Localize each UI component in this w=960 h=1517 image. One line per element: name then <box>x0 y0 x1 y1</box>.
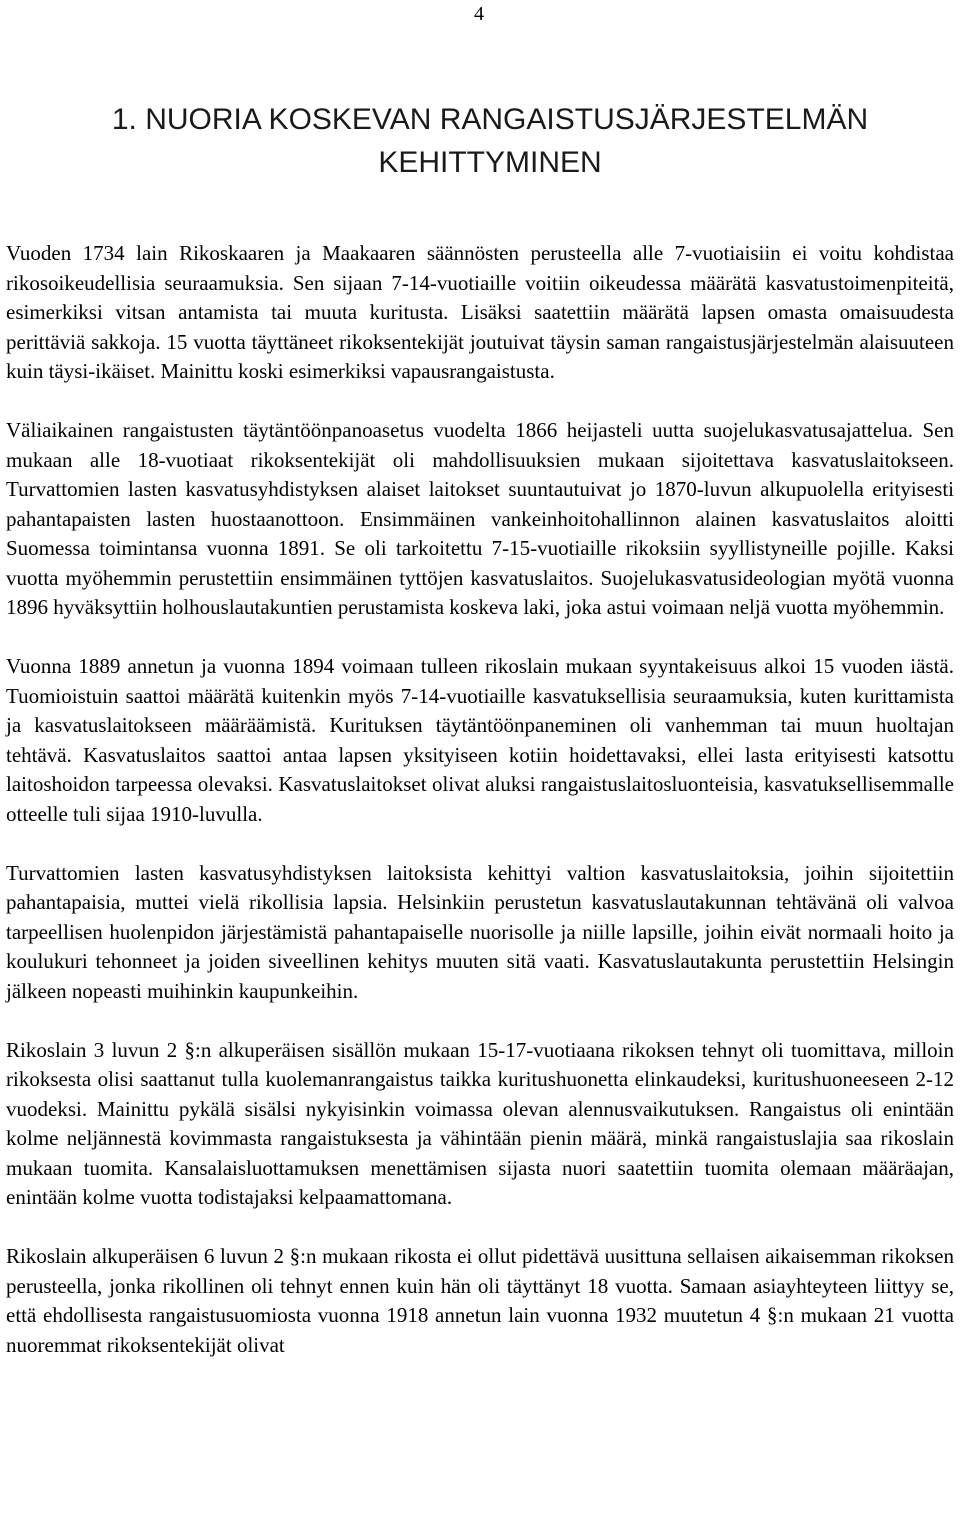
body-text <box>6 239 954 1360</box>
paragraph: Vuoden 1734 lain Rikoskaaren ja Maakaaren säännösten perusteella alle 7-vuotiaisiin ei voitu kohdistaa rikosoikeudellisia seuraamuksia. Sen sijaan 7-14-vuotiaille voitiin oikeudessa määrätä kasvatustoimenpiteitä, esimerkiksi vitsan antamista tai muuta kuritusta. Lisäksi saatettiin määrätä lapsen omasta omaisuudesta perittäviä sakkoja. 15 vuotta täyttäneet rikoksentekijät joutuivat täysin saman rangaistusjärjestelmän alaisuuteen kuin täysi-ikäiset. Mainittu koski esimerkiksi vapausrangaistusta. <box>6 241 954 383</box>
paragraph: Rikoslain 3 luvun 2 §:n alkuperäisen sisällön mukaan 15-17-vuotiaana rikoksen tehnyt oli tuomittava, milloin rikoksesta olisi saattanut tulla kuolemanrangaistus taikka kuritushuonetta elinkaudeksi, kuritushuoneeseen 2-12 vuodeksi. Mainittu pykälä sisälsi nykyisinkin voimassa olevan alennusvaikutuksen. Rangaistus oli enintään kolme neljännestä kovimmasta rangaistuksesta ja vähintään pienin määrä, minkä rangaistuslajia saa rikoslain mukaan tuomita. Kansalaisluottamuksen menettämisen sijasta nuori saatettiin tuomita olemaan määräajan, enintään kolme vuotta todistajaksi kelpaamattomana. <box>6 1037 954 1209</box>
page-number: 4 <box>474 3 484 25</box>
paragraph: Turvattomien lasten kasvatusyhdistyksen laitoksista kehittyi valtion kasvatuslaitoksia, joihin sijoitettiin pahantapaisia, muttei vielä rikollisia lapsia. Helsinkiin perustetun kasvatuslautakunnan tehtävänä oli valvoa tarpeellisen huolenpidon järjestämistä pahantapaiselle nuorisolle ja niille lapsille, joihin eivät normaali hoito ja koulukuri tehonneet ja joiden siveellinen kehitys muuten sitä vaati. Kasvatuslautakunta perustettiin Helsingin jälkeen nopeasti muihinkin kaupunkeihin. <box>6 860 954 1003</box>
paragraph: Vuonna 1889 annetun ja vuonna 1894 voimaan tulleen rikoslain mukaan syyntakeisuus alkoi 15 vuoden iästä. Tuomioistuin saattoi määrätä kuitenkin myös 7-14-vuotiaille kasvatuksellisia seuraamuksia, kuten kurittamista ja kasvatuslaitokseen määräämistä. Kurituksen täytäntöönpaneminen oli vanhemman tai muun huoltajan tehtävä. Kasvatuslaitos saattoi antaa lapsen yksityiseen kotiin hoidettavaksi, ellei lasta erityisesti katsottu laitoshoidon tarpeessa olevaksi. Kasvatuslaitokset olivat aluksi rangaistuslaitosluonteisia, kasvatuksellisemmalle otteelle tuli sijaa 1910-luvulla. <box>6 654 954 826</box>
paragraph: Rikoslain alkuperäisen 6 luvun 2 §:n mukaan rikosta ei ollut pidettävä uusittuna sellaisen aikaisemman rikoksen perusteella, jonka rikollinen oli tehnyt ennen kuin hän oli täyttänyt 18 vuotta. Samaan asiayhteyteen liittyy se, että ehdollisesta rangaistusuomiosta vuonna 1918 annetun lain vuonna 1932 muutetun 4 §:n mukaan 21 vuotta nuoremmat rikoksentekijät olivat <box>6 1244 954 1357</box>
paragraph: Väliaikainen rangaistusten täytäntöönpanoasetus vuodelta 1866 heijasteli uutta suojelukasvatusajattelua. Sen mukaan alle 18-vuotiaat rikoksentekijät oli mahdollisuuksien mukaan sijoitettava kasvatuslaitokseen. Turvattomien lasten kasvatusyhdistyksen alaiset laitokset suuntautuivat jo 1870-luvun alkupuolella erityisesti pahantapaisten lasten huostaanottoon. Ensimmäinen vankeinhoitohallinnon alainen kasvatuslaitos aloitti Suomessa toimintansa vuonna 1891. Se oli tarkoitettu 7-15-vuotiaille rikoksiin syyllistyneille pojille. Kaksi vuotta myöhemmin perustettiin ensimmäinen tyttöjen kasvatuslaitos. Suojelukasvatusideologian myötä vuonna 1896 hyväksyttiin holhouslautakuntien perustamista koskeva laki, joka astui voimaan neljä vuotta myöhemmin. <box>6 418 954 619</box>
chapter-heading: 1. NUORIA KOSKEVAN RANGAISTUSJÄRJESTELMÄN KEHITTYMINEN <box>111 103 869 179</box>
